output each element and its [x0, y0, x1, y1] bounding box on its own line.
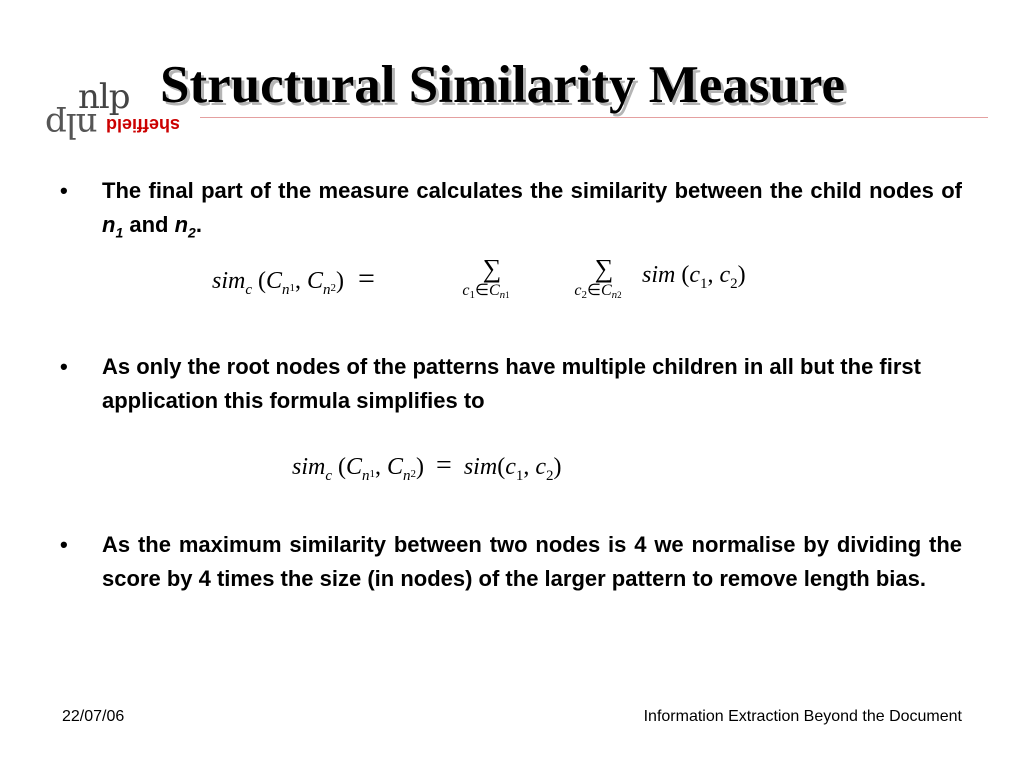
bullet-2-text: As only the root nodes of the patterns have multiple children in all but the first application this formula simplifies to [102, 354, 921, 413]
math-var: C [488, 282, 500, 299]
footer-date: 22/07/06 [62, 708, 125, 725]
math-comma: , [707, 262, 720, 288]
math-var: C [266, 268, 283, 294]
math-paren: ) [416, 454, 425, 480]
math-subsub: 1 [289, 282, 296, 294]
formula-simplified [292, 446, 712, 486]
math-in: ∈ [475, 282, 489, 299]
math-fn: sim [463, 454, 498, 480]
math-subsubsub: 2 [617, 290, 622, 300]
math-sub: 2 [730, 276, 738, 292]
math-var: C [387, 454, 404, 480]
sum-symbol: ∑ [482, 254, 502, 283]
math-var: c [505, 454, 516, 480]
sum-2-limit [563, 282, 633, 301]
math-fn: sim [292, 454, 326, 480]
logo-nlp-flipped-text: nlp [46, 105, 98, 145]
bullet-1-text-end: . [195, 212, 202, 237]
math-paren: ( [681, 262, 690, 288]
math-subsub: 1 [369, 468, 376, 480]
sum-2 [569, 256, 639, 301]
bullet-marker: • [60, 532, 68, 557]
footer-presentation-title: Information Extraction Beyond the Document [643, 708, 962, 725]
math-subsub: 2 [410, 468, 417, 480]
math-sub: n [323, 282, 331, 298]
sum-1-limit [451, 282, 521, 301]
math-paren: ( [258, 268, 267, 294]
math-fn: sim [212, 268, 246, 294]
math-sub: c [245, 282, 253, 298]
var-n: n [102, 212, 116, 237]
var-n-sub: 1 [115, 224, 124, 241]
sum-1 [457, 256, 527, 301]
math-fn: sim [642, 262, 676, 288]
math-var: c [689, 262, 700, 288]
logo-sheffield-text: sheffield [106, 115, 181, 135]
math-var: c [574, 282, 582, 299]
math-in: ∈ [587, 282, 601, 299]
math-sub: n [403, 468, 411, 484]
math-sub: c [325, 468, 333, 484]
math-subsub: n [499, 289, 506, 301]
math-subsub: n [611, 289, 618, 301]
var-n-sub: 2 [188, 224, 196, 241]
math-subsub: 1 [469, 289, 475, 301]
math-var: c [462, 282, 470, 299]
math-sub: 1 [515, 468, 524, 484]
bullet-1-text-a: The final part of the measure calculates the similarity between the child nodes of [102, 178, 962, 203]
math-sub: 1 [700, 276, 708, 292]
bullet-marker: • [60, 354, 68, 379]
math-paren: ) [336, 268, 345, 294]
math-paren: ( [497, 454, 506, 480]
var-n: n [174, 212, 189, 237]
math-var: C [600, 282, 612, 299]
math-sub: n [282, 282, 290, 298]
sum-symbol: ∑ [594, 254, 614, 283]
math-subsubsub: 1 [505, 290, 510, 300]
slide-title: Structural Similarity Measure [160, 56, 845, 114]
math-equals: = [436, 450, 452, 481]
bullet-3 [60, 528, 962, 596]
bullet-1-text [102, 174, 962, 249]
bullet-3-text: As the maximum similarity between two nodes is 4 we normalise by dividing the score by 4 times the size (in nodes) of the larger pattern to remove length bias. [102, 532, 962, 591]
math-comma: , [523, 454, 536, 480]
math-comma: , [375, 454, 388, 480]
math-paren: ) [737, 262, 746, 288]
math-paren: ( [338, 454, 347, 480]
bullet-marker: • [60, 178, 68, 203]
math-equals: = [358, 262, 375, 295]
math-paren: ) [553, 454, 562, 480]
logo-nlp-text: nlp [78, 77, 130, 117]
math-var: C [307, 268, 324, 294]
math-var: c [719, 262, 731, 288]
bullet-1 [60, 174, 962, 249]
math-subsub: 2 [581, 289, 587, 301]
bullet-1-text-and: and [123, 212, 175, 237]
title-divider [200, 117, 988, 118]
math-var: c [535, 454, 546, 480]
formula-sum-similarity [212, 256, 812, 320]
math-comma: , [295, 268, 308, 294]
math-sub: n [362, 468, 370, 484]
bullet-2 [60, 350, 962, 418]
math-var: C [346, 454, 363, 480]
math-sub: 2 [546, 468, 554, 484]
math-subsub: 2 [330, 282, 337, 294]
